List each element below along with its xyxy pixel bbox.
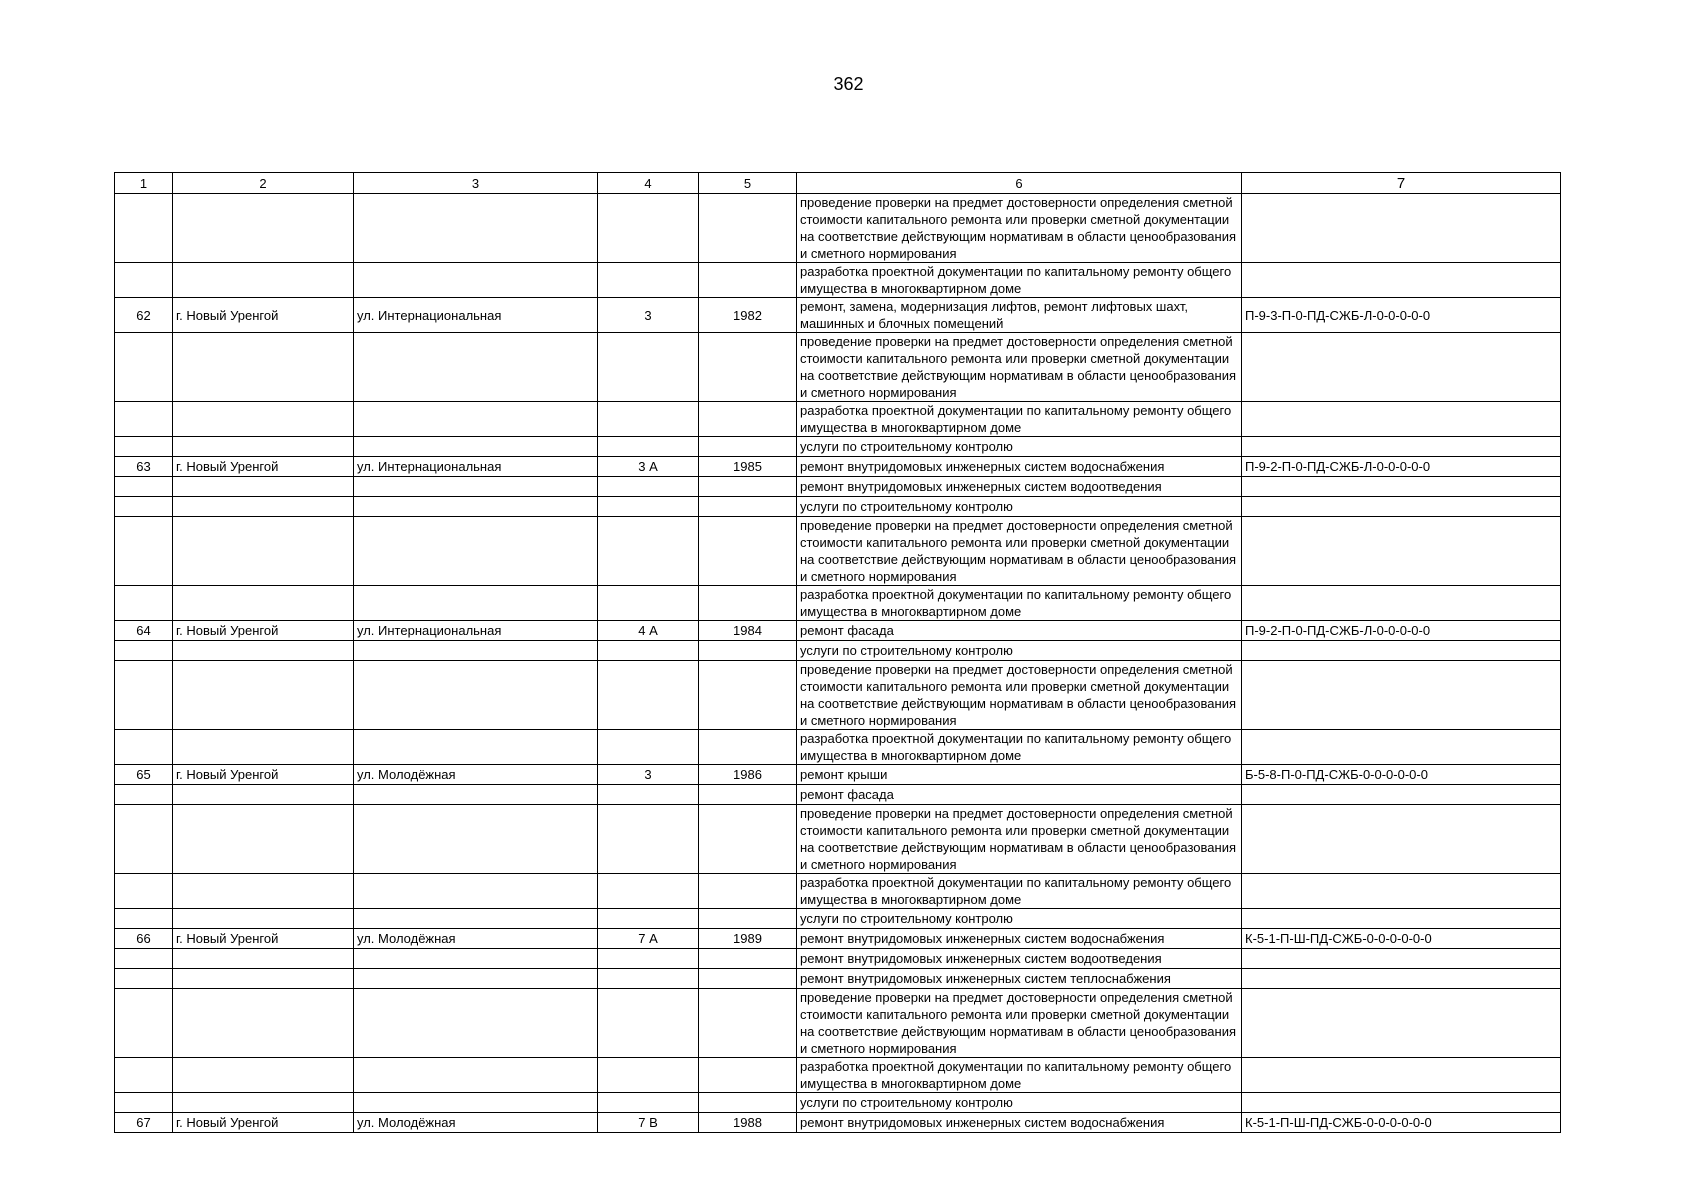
cell-year — [699, 402, 797, 437]
cell-code — [1242, 641, 1561, 661]
cell-code: Б-5-8-П-0-ПД-СЖБ-0-0-0-0-0-0 — [1242, 765, 1561, 785]
cell-code — [1242, 437, 1561, 457]
cell-year — [699, 437, 797, 457]
cell-code — [1242, 909, 1561, 929]
cell-number — [115, 805, 173, 874]
table-row — [115, 949, 1561, 969]
cell-house — [598, 641, 699, 661]
cell-code — [1242, 517, 1561, 586]
cell-year — [699, 730, 797, 765]
cell-work-type: ремонт внутридомовых инженерных систем водоснабжения — [797, 457, 1242, 477]
cell-street — [354, 661, 598, 730]
cell-house — [598, 194, 699, 263]
col-header-5: 5 — [699, 173, 797, 194]
cell-house: 4 А — [598, 621, 699, 641]
cell-year: 1989 — [699, 929, 797, 949]
cell-number — [115, 989, 173, 1058]
cell-code — [1242, 661, 1561, 730]
cell-work-type: проведение проверки на предмет достоверности определения сметной стоимости капитального ремонта или проверки сметной документации на соответствие действующим нормативам в области ценообразования и сметного нормирования — [797, 661, 1242, 730]
cell-work-type: разработка проектной документации по капитальному ремонту общего имущества в многоквартирном доме — [797, 402, 1242, 437]
cell-year: 1985 — [699, 457, 797, 477]
cell-city — [173, 730, 354, 765]
cell-work-type: услуги по строительному контролю — [797, 641, 1242, 661]
cell-street — [354, 805, 598, 874]
cell-street — [354, 989, 598, 1058]
cell-city — [173, 805, 354, 874]
cell-street — [354, 641, 598, 661]
cell-city — [173, 785, 354, 805]
cell-city — [173, 497, 354, 517]
cell-code — [1242, 477, 1561, 497]
cell-house — [598, 661, 699, 730]
cell-year — [699, 1058, 797, 1093]
cell-street — [354, 730, 598, 765]
cell-number — [115, 263, 173, 298]
cell-city — [173, 909, 354, 929]
cell-code — [1242, 785, 1561, 805]
cell-street — [354, 437, 598, 457]
cell-house — [598, 909, 699, 929]
cell-work-type: разработка проектной документации по капитальному ремонту общего имущества в многоквартирном доме — [797, 1058, 1242, 1093]
cell-house — [598, 1058, 699, 1093]
table-row — [115, 497, 1561, 517]
cell-work-type: разработка проектной документации по капитальному ремонту общего имущества в многоквартирном доме — [797, 263, 1242, 298]
cell-number — [115, 194, 173, 263]
cell-house — [598, 874, 699, 909]
cell-code — [1242, 497, 1561, 517]
cell-house: 3 А — [598, 457, 699, 477]
cell-street: ул. Интернациональная — [354, 298, 598, 333]
cell-number: 66 — [115, 929, 173, 949]
cell-house — [598, 437, 699, 457]
cell-code — [1242, 730, 1561, 765]
cell-year — [699, 517, 797, 586]
cell-number — [115, 477, 173, 497]
cell-code — [1242, 1058, 1561, 1093]
cell-city — [173, 477, 354, 497]
cell-street — [354, 586, 598, 621]
table-row — [115, 621, 1561, 641]
table-row — [115, 969, 1561, 989]
cell-city: г. Новый Уренгой — [173, 298, 354, 333]
cell-street: ул. Молодёжная — [354, 1113, 598, 1133]
cell-city — [173, 263, 354, 298]
cell-code: К-5-1-П-Ш-ПД-СЖБ-0-0-0-0-0-0 — [1242, 929, 1561, 949]
cell-city — [173, 437, 354, 457]
cell-house — [598, 1093, 699, 1113]
table-row — [115, 874, 1561, 909]
cell-city: г. Новый Уренгой — [173, 765, 354, 785]
cell-year — [699, 333, 797, 402]
cell-work-type: проведение проверки на предмет достоверности определения сметной стоимости капитального ремонта или проверки сметной документации на соответствие действующим нормативам в области ценообразования и сметного нормирования — [797, 333, 1242, 402]
col-header-7: 7 — [1242, 173, 1561, 194]
table-row — [115, 730, 1561, 765]
page-number: 362 — [833, 74, 864, 94]
table-row — [115, 517, 1561, 586]
table-row — [115, 263, 1561, 298]
cell-code — [1242, 333, 1561, 402]
cell-year — [699, 909, 797, 929]
table-row — [115, 989, 1561, 1058]
cell-city: г. Новый Уренгой — [173, 621, 354, 641]
cell-work-type: услуги по строительному контролю — [797, 437, 1242, 457]
table-row — [115, 785, 1561, 805]
cell-city — [173, 1058, 354, 1093]
cell-house: 7 А — [598, 929, 699, 949]
cell-street — [354, 194, 598, 263]
cell-work-type: услуги по строительному контролю — [797, 497, 1242, 517]
cell-street — [354, 1093, 598, 1113]
cell-work-type: ремонт внутридомовых инженерных систем водоотведения — [797, 477, 1242, 497]
cell-house — [598, 263, 699, 298]
cell-code — [1242, 586, 1561, 621]
cell-street: ул. Молодёжная — [354, 929, 598, 949]
cell-year: 1982 — [699, 298, 797, 333]
cell-house — [598, 497, 699, 517]
cell-house — [598, 730, 699, 765]
cell-code — [1242, 263, 1561, 298]
cell-street — [354, 477, 598, 497]
cell-year — [699, 1093, 797, 1113]
cell-code — [1242, 874, 1561, 909]
table-row — [115, 333, 1561, 402]
cell-code — [1242, 989, 1561, 1058]
table-row — [115, 477, 1561, 497]
cell-number — [115, 874, 173, 909]
cell-year: 1984 — [699, 621, 797, 641]
col-header-4: 4 — [598, 173, 699, 194]
cell-house — [598, 805, 699, 874]
table-row — [115, 298, 1561, 333]
cell-house — [598, 949, 699, 969]
cell-code — [1242, 805, 1561, 874]
table-row — [115, 805, 1561, 874]
cell-street: ул. Интернациональная — [354, 457, 598, 477]
cell-year — [699, 949, 797, 969]
cell-code — [1242, 1093, 1561, 1113]
cell-work-type: ремонт внутридомовых инженерных систем водоснабжения — [797, 1113, 1242, 1133]
cell-city — [173, 1093, 354, 1113]
cell-house — [598, 969, 699, 989]
cell-number — [115, 1093, 173, 1113]
table-row — [115, 1058, 1561, 1093]
cell-year — [699, 194, 797, 263]
header-row — [115, 173, 1561, 194]
cell-work-type: услуги по строительному контролю — [797, 1093, 1242, 1113]
col-header-3: 3 — [354, 173, 598, 194]
cell-house — [598, 989, 699, 1058]
cell-work-type: ремонт фасада — [797, 621, 1242, 641]
cell-year — [699, 641, 797, 661]
cell-year — [699, 785, 797, 805]
cell-number — [115, 661, 173, 730]
cell-year — [699, 989, 797, 1058]
cell-house: 7 В — [598, 1113, 699, 1133]
cell-house — [598, 333, 699, 402]
cell-number — [115, 641, 173, 661]
cell-street — [354, 497, 598, 517]
cell-city — [173, 641, 354, 661]
cell-work-type: проведение проверки на предмет достоверности определения сметной стоимости капитального ремонта или проверки сметной документации на соответствие действующим нормативам в области ценообразования и сметного нормирования — [797, 805, 1242, 874]
cell-number — [115, 730, 173, 765]
cell-street — [354, 874, 598, 909]
cell-year — [699, 586, 797, 621]
cell-city — [173, 969, 354, 989]
table-row — [115, 929, 1561, 949]
table-row — [115, 457, 1561, 477]
cell-street — [354, 909, 598, 929]
cell-city — [173, 194, 354, 263]
cell-street — [354, 402, 598, 437]
cell-number — [115, 1058, 173, 1093]
cell-street — [354, 333, 598, 402]
cell-city: г. Новый Уренгой — [173, 1113, 354, 1133]
cell-city — [173, 333, 354, 402]
table-row — [115, 194, 1561, 263]
cell-code — [1242, 949, 1561, 969]
table-row — [115, 1113, 1561, 1133]
cell-city — [173, 586, 354, 621]
cell-number — [115, 949, 173, 969]
cell-house: 3 — [598, 298, 699, 333]
cell-number — [115, 517, 173, 586]
cell-house — [598, 477, 699, 497]
cell-street — [354, 969, 598, 989]
cell-street — [354, 1058, 598, 1093]
cell-year — [699, 477, 797, 497]
cell-work-type: услуги по строительному контролю — [797, 909, 1242, 929]
cell-year: 1986 — [699, 765, 797, 785]
cell-number: 64 — [115, 621, 173, 641]
table-row — [115, 661, 1561, 730]
cell-street — [354, 949, 598, 969]
cell-work-type: ремонт внутридомовых инженерных систем водоснабжения — [797, 929, 1242, 949]
cell-work-type: проведение проверки на предмет достоверности определения сметной стоимости капитального ремонта или проверки сметной документации на соответствие действующим нормативам в области ценообразования и сметного нормирования — [797, 989, 1242, 1058]
table-row — [115, 1093, 1561, 1113]
cell-work-type: ремонт внутридомовых инженерных систем теплоснабжения — [797, 969, 1242, 989]
cell-work-type: ремонт крыши — [797, 765, 1242, 785]
col-header-6: 6 — [797, 173, 1242, 194]
cell-number — [115, 909, 173, 929]
cell-city: г. Новый Уренгой — [173, 929, 354, 949]
cell-code — [1242, 194, 1561, 263]
cell-year — [699, 874, 797, 909]
cell-work-type: проведение проверки на предмет достоверности определения сметной стоимости капитального ремонта или проверки сметной документации на соответствие действующим нормативам в области ценообразования и сметного нормирования — [797, 517, 1242, 586]
cell-house — [598, 785, 699, 805]
repair-schedule-table — [114, 172, 1561, 1133]
cell-street: ул. Молодёжная — [354, 765, 598, 785]
cell-number: 62 — [115, 298, 173, 333]
table-row — [115, 437, 1561, 457]
cell-work-type: проведение проверки на предмет достоверности определения сметной стоимости капитального ремонта или проверки сметной документации на соответствие действующим нормативам в области ценообразования и сметного нормирования — [797, 194, 1242, 263]
cell-street — [354, 517, 598, 586]
cell-city — [173, 989, 354, 1058]
cell-year — [699, 805, 797, 874]
cell-house: 3 — [598, 765, 699, 785]
col-header-1: 1 — [115, 173, 173, 194]
cell-street — [354, 785, 598, 805]
cell-city — [173, 517, 354, 586]
table-body — [115, 194, 1561, 1133]
cell-house — [598, 517, 699, 586]
table-row — [115, 641, 1561, 661]
cell-year — [699, 969, 797, 989]
cell-number: 65 — [115, 765, 173, 785]
table-row — [115, 765, 1561, 785]
cell-work-type: ремонт внутридомовых инженерных систем водоотведения — [797, 949, 1242, 969]
cell-number — [115, 402, 173, 437]
cell-house — [598, 586, 699, 621]
table-row — [115, 402, 1561, 437]
cell-work-type: ремонт фасада — [797, 785, 1242, 805]
cell-number: 67 — [115, 1113, 173, 1133]
cell-work-type: разработка проектной документации по капитальному ремонту общего имущества в многоквартирном доме — [797, 586, 1242, 621]
table-row — [115, 586, 1561, 621]
cell-code: П-9-3-П-0-ПД-СЖБ-Л-0-0-0-0-0 — [1242, 298, 1561, 333]
cell-year — [699, 497, 797, 517]
cell-number — [115, 333, 173, 402]
cell-code — [1242, 969, 1561, 989]
cell-house — [598, 402, 699, 437]
cell-code: К-5-1-П-Ш-ПД-СЖБ-0-0-0-0-0-0 — [1242, 1113, 1561, 1133]
cell-number — [115, 586, 173, 621]
col-header-2: 2 — [173, 173, 354, 194]
table-row — [115, 909, 1561, 929]
cell-street: ул. Интернациональная — [354, 621, 598, 641]
cell-work-type: разработка проектной документации по капитальному ремонту общего имущества в многоквартирном доме — [797, 730, 1242, 765]
cell-number — [115, 437, 173, 457]
cell-city — [173, 661, 354, 730]
cell-city — [173, 949, 354, 969]
cell-city — [173, 874, 354, 909]
cell-number: 63 — [115, 457, 173, 477]
cell-street — [354, 263, 598, 298]
cell-number — [115, 497, 173, 517]
cell-code — [1242, 402, 1561, 437]
cell-code: П-9-2-П-0-ПД-СЖБ-Л-0-0-0-0-0 — [1242, 457, 1561, 477]
cell-year: 1988 — [699, 1113, 797, 1133]
cell-year — [699, 661, 797, 730]
cell-city — [173, 402, 354, 437]
cell-city: г. Новый Уренгой — [173, 457, 354, 477]
cell-work-type: разработка проектной документации по капитальному ремонту общего имущества в многоквартирном доме — [797, 874, 1242, 909]
cell-number — [115, 969, 173, 989]
cell-code: П-9-2-П-0-ПД-СЖБ-Л-0-0-0-0-0 — [1242, 621, 1561, 641]
cell-number — [115, 785, 173, 805]
cell-year — [699, 263, 797, 298]
cell-work-type: ремонт, замена, модернизация лифтов, ремонт лифтовых шахт, машинных и блочных помещений — [797, 298, 1242, 333]
